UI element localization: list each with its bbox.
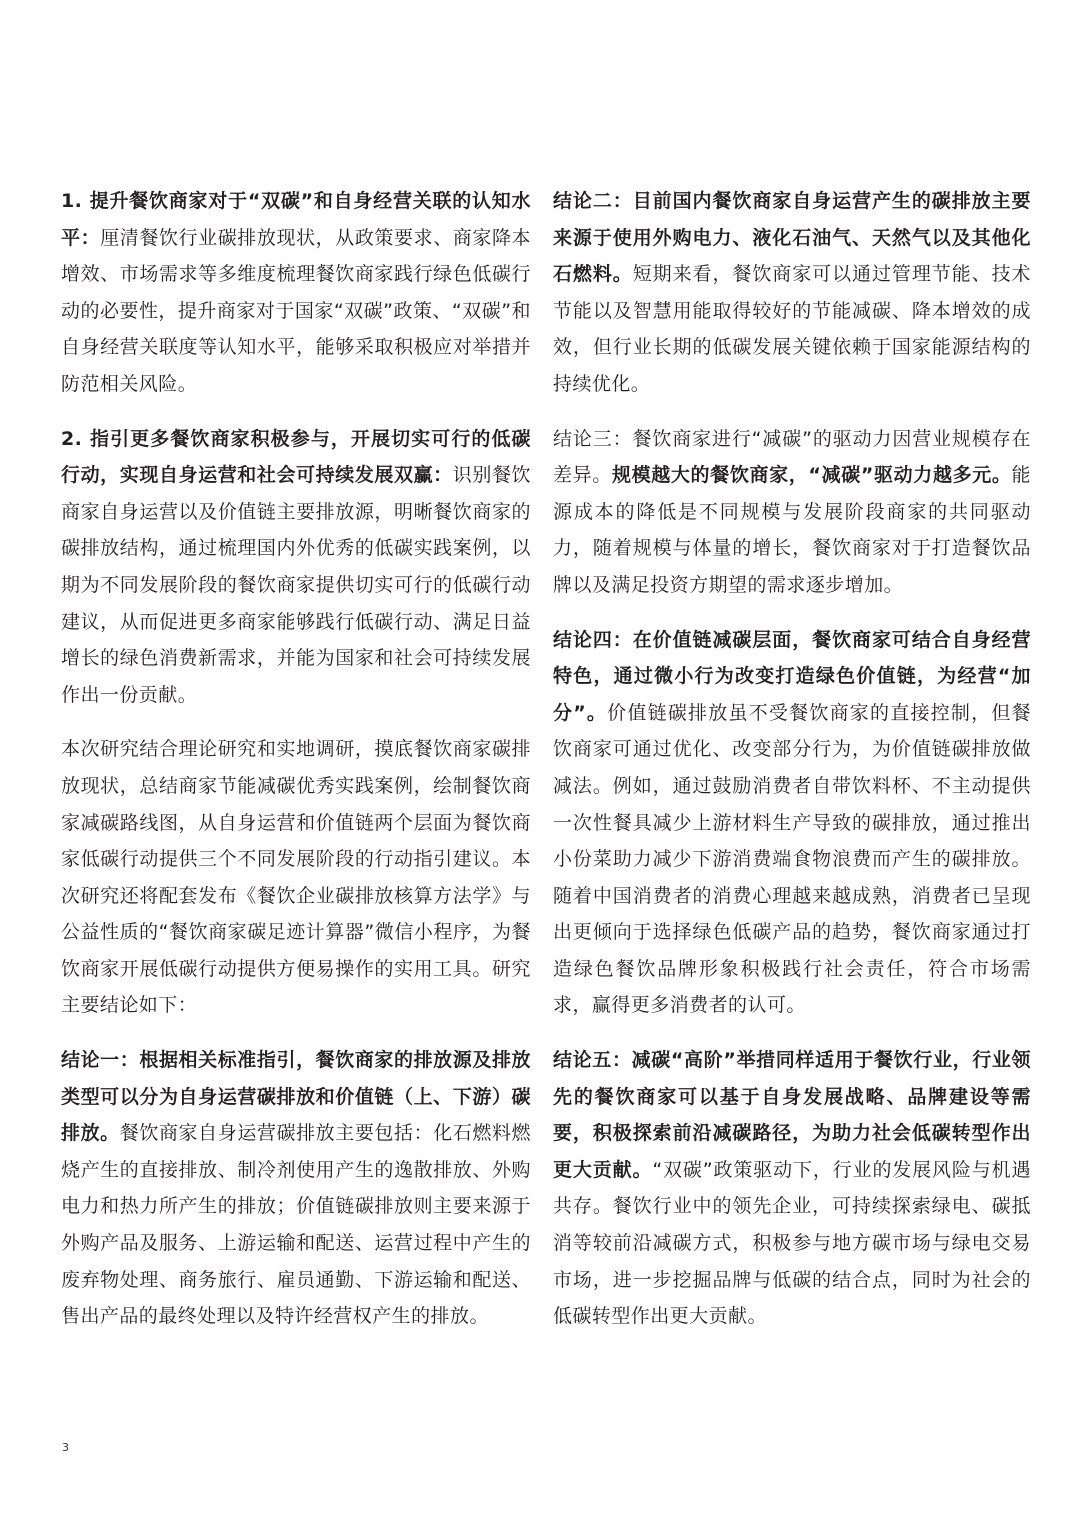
paragraph-research-summary — [61, 731, 531, 1024]
paragraph-heading: 结论一：根据相关标准指引，餐饮商家的排放源及排放类型可以分为自身运营碳排放和价值链（上、下游）碳排放。 — [61, 1049, 531, 1145]
paragraph-body: “双碳”政策驱动下，行业的发展风险与机遇共存。餐饮行业中的领先企业，可持续探索绿电、碳抵消等较前沿减碳方式，积极参与地方碳市场与绿电交易市场，进一步挖掘品牌与低碳的结合点，同时为社会的低碳转型作出更大贡献。 — [553, 1158, 1031, 1328]
paragraph-heading: 结论五：减碳“高阶”举措同样适用于餐饮行业，行业领先的餐饮商家可以基于自身发展战略、品牌建设等需要，积极探索前沿减碳路径，为助力社会低碳转型作出更大贡献。 — [553, 1049, 1031, 1181]
paragraph-heading: 结论二：目前国内餐饮商家自身运营产生的碳排放主要来源于使用外购电力、液化石油气、天然气以及其他化石燃料。 — [553, 190, 1031, 286]
paragraph-heading: 1. 提升餐饮商家对于“双碳”和自身经营关联的认知水平： — [61, 190, 531, 249]
left-column — [61, 183, 531, 1335]
paragraph-heading: 结论四：在价值链减碳层面，餐饮商家可结合自身经营特色，通过微小行为改变打造绿色价值链，为经营“加分”。 — [553, 628, 1031, 724]
paragraph-conclusion-1 — [61, 1042, 531, 1335]
right-column — [553, 183, 1031, 1335]
paragraph-body: 餐饮商家自身运营碳排放主要包括：化石燃料燃烧产生的直接排放、制冷剂使用产生的逸散排放、外购电力和热力所产生的排放；价值链碳排放则主要来源于外购产品及服务、上游运输和配送、运营过程中产生的废弃物处理、商务旅行、雇员通勤、下游运输和配送、售出产品的最终处理以及特许经营权产生的排放。 — [61, 1122, 532, 1328]
paragraph-lead: 结论三：餐饮商家进行“减碳”的驱动力因营业规模存在差异。 — [553, 427, 1031, 487]
paragraph-goal-1 — [61, 183, 531, 403]
paragraph-heading: 规模越大的餐饮商家，“减碳”驱动力越多元。 — [611, 464, 1012, 487]
page-number: 3 — [62, 1441, 69, 1454]
paragraph-conclusion-2 — [553, 183, 1031, 403]
paragraph-conclusion-4 — [553, 622, 1031, 1025]
paragraph-body: 厘清餐饮行业碳排放现状，从政策要求、商家降本增效、市场需求等多维度梳理餐饮商家践行绿色低碳行动的必要性，提升商家对于国家“双碳”政策、“双碳”和自身经营关联度等认知水平，能够采取积极应对举措并防范相关风险。 — [61, 226, 531, 395]
paragraph-conclusion-3 — [553, 421, 1031, 604]
paragraph-heading: 2. 指引更多餐饮商家积极参与，开展切实可行的低碳行动，实现自身运营和社会可持续发展双赢： — [61, 427, 531, 487]
paragraph-body: 短期来看，餐饮商家可以通过管理节能、技术节能以及智慧用能取得较好的节能减碳、降本增效的成效，但行业长期的低碳发展关键依赖于国家能源结构的持续优化。 — [553, 263, 1031, 395]
paragraph-goal-2 — [61, 421, 531, 714]
paragraph-body: 能源成本的降低是不同规模与发展阶段商家的共同驱动力，随着规模与体量的增长，餐饮商家对于打造餐饮品牌以及满足投资方期望的需求逐步增加。 — [553, 464, 1031, 596]
paragraph-body: 识别餐饮商家自身运营以及价值链主要排放源，明晰餐饮商家的碳排放结构，通过梳理国内外优秀的低碳实践案例，以期为不同发展阶段的餐饮商家提供切实可行的低碳行动建议，从而促进更多商家能够践行低碳行动、满足日益增长的绿色消费新需求，并能为国家和社会可持续发展作出一份贡献。 — [61, 464, 531, 706]
paragraph-body: 价值链碳排放虽不受餐饮商家的直接控制，但餐饮商家可通过优化、改变部分行为，为价值链碳排放做减法。例如，通过鼓励消费者自带饮料杯、不主动提供一次性餐具减少上游材料生产导致的碳排放，通过推出小份菜助力减少下游消费端食物浪费而产生的碳排放。随着中国消费者的消费心理越来越成熟，消费者已呈现出更倾向于选择绿色低碳产品的趋势，餐饮商家通过打造绿色餐饮品牌形象积极践行社会责任，符合市场需求，赢得更多消费者的认可。 — [553, 701, 1032, 1017]
paragraph-conclusion-5 — [553, 1042, 1031, 1335]
paragraph-body: 本次研究结合理论研究和实地调研，摸底餐饮商家碳排放现状，总结商家节能减碳优秀实践案例，绘制餐饮商家减碳路线图，从自身运营和价值链两个层面为餐饮商家低碳行动提供三个不同发展阶段的行动指引建议。本次研究还将配套发布《餐饮企业碳排放核算方法学》与公益性质的“餐饮商家碳足迹计算器”微信小程序，为餐饮商家开展低碳行动提供方便易操作的实用工具。研究主要结论如下： — [61, 738, 531, 1017]
